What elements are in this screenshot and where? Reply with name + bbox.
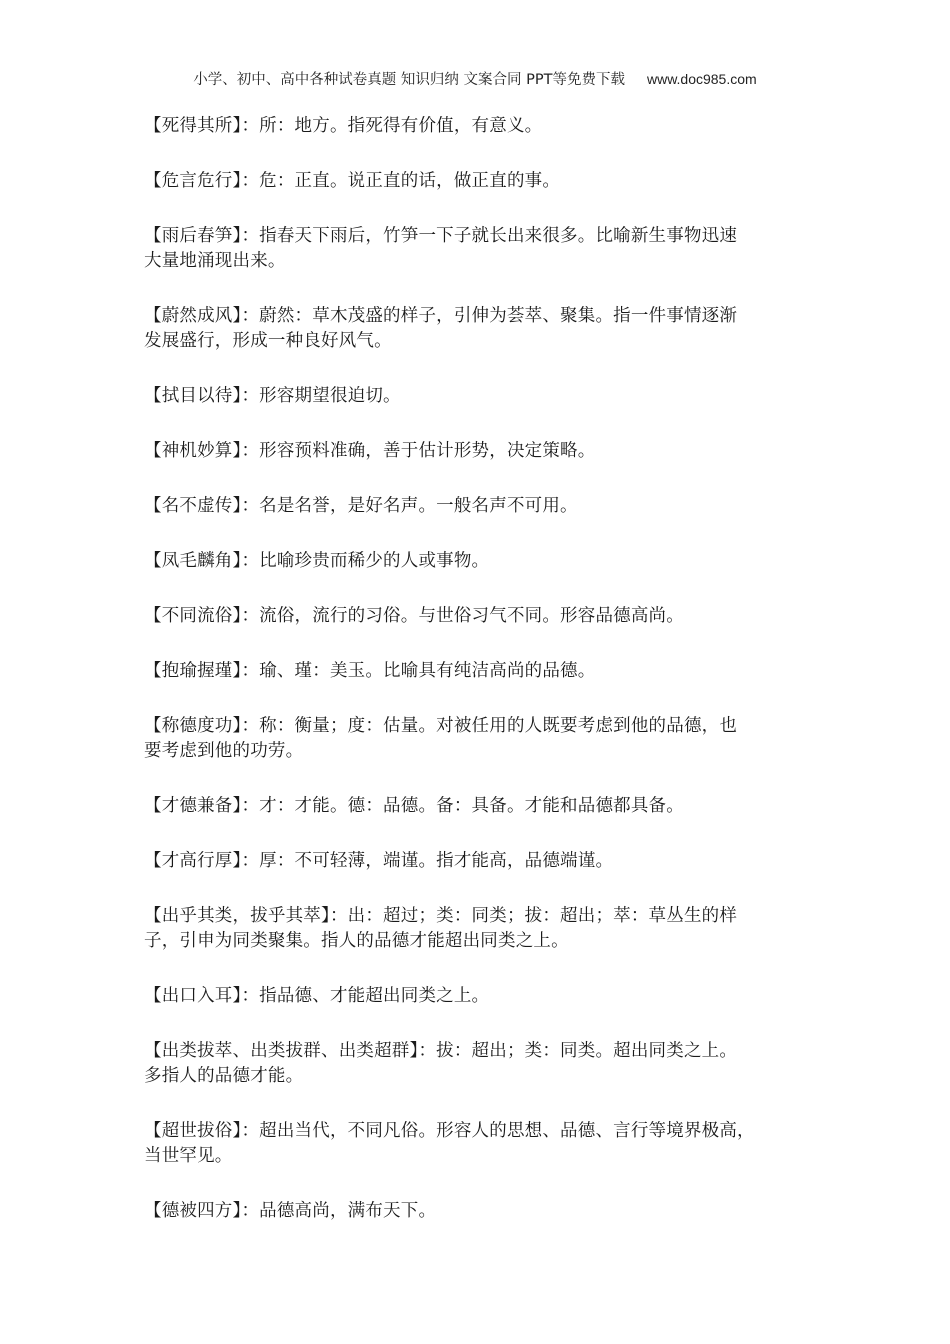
entry-text-cont: 发展盛行，形成一种良好风气。 (144, 331, 392, 351)
entry-text: 【蔚然成风】：蔚然：草木茂盛的样子，引伸为荟萃、聚集。指一件事情逐渐 (144, 306, 738, 326)
idiom-entry (144, 114, 824, 139)
page-header (0, 68, 950, 89)
idiom-entry (144, 904, 824, 954)
idiom-entry (144, 794, 824, 819)
entry-text: 【危言危行】：危：正直。说正直的话，做正直的事。 (144, 171, 561, 191)
idiom-entry (144, 169, 824, 194)
idiom-entry (144, 604, 824, 629)
idiom-entry (144, 659, 824, 684)
entry-text: 【德被四方】：品德高尚，满布天下。 (144, 1201, 437, 1221)
idiom-entry (144, 1199, 824, 1224)
entry-text: 【才高行厚】：厚：不可轻薄，端谨。指才能高，品德端谨。 (144, 851, 614, 871)
entry-text-cont: 子，引申为同类聚集。指人的品德才能超出同类之上。 (144, 931, 569, 951)
entry-text-cont: 大量地涌现出来。 (144, 251, 286, 271)
header-text: 小学、初中、高中各种试卷真题 知识归纳 文案合同 PPT等免费下载 (193, 72, 625, 88)
entry-text: 【神机妙算】：形容预料准确，善于估计形势，决定策略。 (144, 441, 596, 461)
entry-text: 【才德兼备】：才：才能。德：品德。备：具备。才能和品德都具备。 (144, 796, 684, 816)
entry-text: 【名不虚传】：名是名誉，是好名声。一般名声不可用。 (144, 496, 578, 516)
entry-text: 【不同流俗】：流俗，流行的习俗。与世俗习气不同。形容品德高尚。 (144, 606, 684, 626)
entry-text: 【出类拔萃、出类拔群、出类超群】：拔：超出；类：同类。超出同类之上。 (144, 1041, 738, 1061)
idiom-entry (144, 549, 824, 574)
entry-text: 【超世拔俗】：超出当代，不同凡俗。形容人的思想、品德、言行等境界极高， (144, 1121, 755, 1141)
idiom-entry (144, 224, 824, 274)
entry-text: 【出乎其类，拔乎其萃】：出：超过；类：同类；拔：超出；萃：草丛生的样 (144, 906, 738, 926)
entry-text: 【雨后春笋】：指春天下雨后，竹笋一下子就长出来很多。比喻新生事物迅速 (144, 226, 738, 246)
entry-text: 【出口入耳】：指品德、才能超出同类之上。 (144, 986, 490, 1006)
idiom-entry (144, 384, 824, 409)
entry-text: 【拭目以待】：形容期望很迫切。 (144, 386, 401, 406)
idiom-entry (144, 984, 824, 1009)
idiom-entry (144, 304, 824, 354)
idiom-list (144, 114, 824, 1254)
entry-text: 【凤毛麟角】：比喻珍贵而稀少的人或事物。 (144, 551, 490, 571)
idiom-entry (144, 849, 824, 874)
idiom-entry (144, 1039, 824, 1089)
header-site-link[interactable]: www.doc985.com (646, 71, 757, 87)
idiom-entry (144, 439, 824, 464)
idiom-entry (144, 714, 824, 764)
entry-text: 【死得其所】：所：地方。指死得有价值，有意义。 (144, 116, 543, 136)
entry-text: 【抱瑜握瑾】：瑜、瑾：美玉。比喻具有纯洁高尚的品德。 (144, 661, 596, 681)
entry-text-cont: 当世罕见。 (144, 1146, 233, 1166)
entry-text-cont: 要考虑到他的功劳。 (144, 741, 304, 761)
entry-text-cont: 多指人的品德才能。 (144, 1066, 304, 1086)
idiom-entry (144, 1119, 824, 1169)
entry-text: 【称德度功】：称：衡量；度：估量。对被任用的人既要考虑到他的品德，也 (144, 716, 738, 736)
idiom-entry (144, 494, 824, 519)
